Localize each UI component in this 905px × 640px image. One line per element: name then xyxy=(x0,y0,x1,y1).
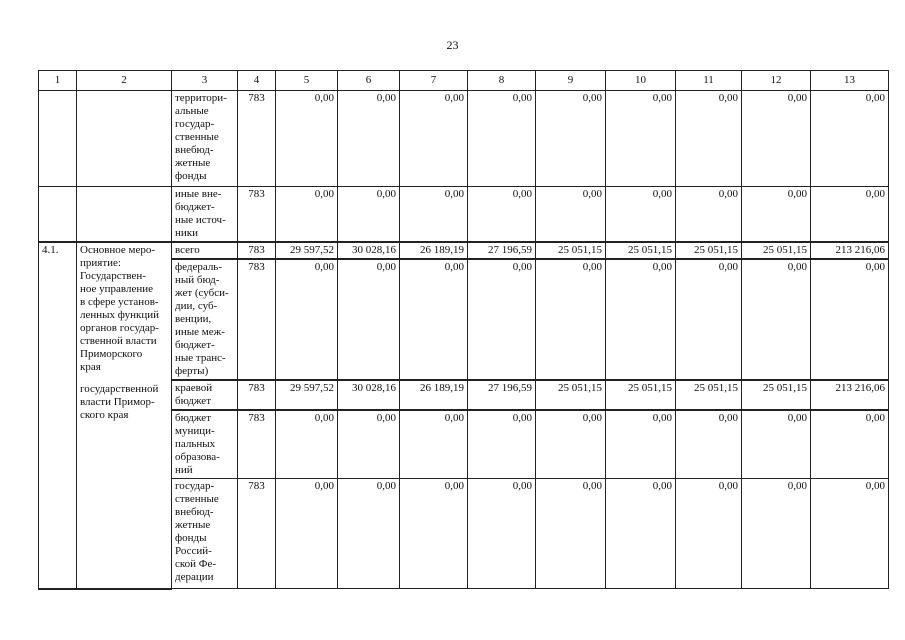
source-cell xyxy=(172,380,238,410)
value-cell: 0,00 xyxy=(536,479,606,589)
column-header: 9 xyxy=(536,71,606,91)
text-line: ского края xyxy=(80,409,129,421)
value-cell: 0,00 xyxy=(468,259,536,380)
value-cell: 0,00 xyxy=(811,259,889,380)
column-header: 1 xyxy=(39,71,77,91)
source-cell xyxy=(172,479,238,589)
code-cell: 783 xyxy=(238,91,276,187)
value-cell: 25 051,15 xyxy=(536,380,606,410)
text-line: всего xyxy=(175,244,200,256)
text-line: в сфере установ- xyxy=(80,296,159,308)
text-line: края xyxy=(80,361,101,373)
value-cell: 0,00 xyxy=(400,91,468,187)
column-header: 5 xyxy=(276,71,338,91)
value-cell: 0,00 xyxy=(742,410,811,479)
value-cell: 0,00 xyxy=(676,410,742,479)
value-cell: 25 051,15 xyxy=(742,242,811,259)
value-cell: 25 051,15 xyxy=(676,242,742,259)
value-cell: 29 597,52 xyxy=(276,380,338,410)
value-cell: 0,00 xyxy=(276,91,338,187)
text-line: Основное меро- xyxy=(80,244,156,256)
text-line: венции, xyxy=(175,313,212,325)
value-cell: 0,00 xyxy=(606,479,676,589)
column-number-row xyxy=(39,71,889,91)
value-cell: 0,00 xyxy=(606,410,676,479)
value-cell: 0,00 xyxy=(742,91,811,187)
column-header: 6 xyxy=(338,71,400,91)
text-line: ные источ- xyxy=(175,214,226,226)
text-line: образова- xyxy=(175,451,220,463)
value-cell: 0,00 xyxy=(742,479,811,589)
text-line: ные транс- xyxy=(175,352,226,364)
item-name-cell xyxy=(77,187,172,243)
value-cell: 0,00 xyxy=(606,259,676,380)
value-cell: 0,00 xyxy=(400,410,468,479)
text-line: пальных xyxy=(175,438,216,450)
text-line: Приморского xyxy=(80,348,143,360)
item-name-cell xyxy=(77,91,172,187)
text-line: Государствен- xyxy=(80,270,146,282)
text-line: Россий- xyxy=(175,545,212,557)
text-line: бюджет xyxy=(175,395,211,407)
value-cell: 25 051,15 xyxy=(742,380,811,410)
value-cell: 213 216,06 xyxy=(811,242,889,259)
value-cell: 25 051,15 xyxy=(676,380,742,410)
text-line: ники xyxy=(175,227,199,239)
text-line: территори- xyxy=(175,92,227,104)
text-line: иные меж- xyxy=(175,326,225,338)
column-header: 4 xyxy=(238,71,276,91)
code-cell: 783 xyxy=(238,410,276,479)
text-line: дерации xyxy=(175,571,214,583)
code-cell: 783 xyxy=(238,259,276,380)
source-cell xyxy=(172,259,238,380)
text-line: жет (субси- xyxy=(175,287,229,299)
column-header: 2 xyxy=(77,71,172,91)
column-header: 7 xyxy=(400,71,468,91)
value-cell: 0,00 xyxy=(536,259,606,380)
text-line: власти Примор- xyxy=(80,396,155,408)
item-number-cell xyxy=(39,187,77,243)
value-cell: 0,00 xyxy=(811,479,889,589)
value-cell: 30 028,16 xyxy=(338,242,400,259)
text-line: ное управление xyxy=(80,283,153,295)
text-line: бюджет xyxy=(175,412,211,424)
value-cell: 30 028,16 xyxy=(338,380,400,410)
value-cell: 26 189,19 xyxy=(400,380,468,410)
text-line: ственные xyxy=(175,493,219,505)
value-cell: 0,00 xyxy=(742,187,811,243)
value-cell: 0,00 xyxy=(536,91,606,187)
text-line: государ- xyxy=(175,480,215,492)
item-name-continuation xyxy=(80,383,168,422)
table-row xyxy=(39,187,889,243)
value-cell: 0,00 xyxy=(276,259,338,380)
text-line: жетные xyxy=(175,157,211,169)
code-cell: 783 xyxy=(238,242,276,259)
text-line: ленных функций xyxy=(80,309,160,321)
text-line: внебюд- xyxy=(175,144,214,156)
value-cell: 0,00 xyxy=(400,187,468,243)
page-number: 23 xyxy=(446,38,459,52)
value-cell: 0,00 xyxy=(676,259,742,380)
value-cell: 0,00 xyxy=(276,479,338,589)
column-header: 3 xyxy=(172,71,238,91)
column-header: 11 xyxy=(676,71,742,91)
value-cell: 26 189,19 xyxy=(400,242,468,259)
item-number-cell xyxy=(39,91,77,187)
value-cell: 25 051,15 xyxy=(536,242,606,259)
table-row xyxy=(39,242,889,259)
item-name-wrap xyxy=(80,244,168,383)
source-cell xyxy=(172,242,238,259)
text-line: ственные xyxy=(175,131,219,143)
text-line: органов государ- xyxy=(80,322,159,334)
text-line: краевой xyxy=(175,382,213,394)
source-cell xyxy=(172,187,238,243)
value-cell: 27 196,59 xyxy=(468,380,536,410)
code-cell: 783 xyxy=(238,380,276,410)
text-line: ферты) xyxy=(175,365,209,377)
value-cell: 0,00 xyxy=(338,259,400,380)
value-cell: 0,00 xyxy=(606,187,676,243)
value-cell: 25 051,15 xyxy=(606,242,676,259)
value-cell: 25 051,15 xyxy=(606,380,676,410)
value-cell: 0,00 xyxy=(400,479,468,589)
value-cell: 0,00 xyxy=(338,91,400,187)
value-cell: 0,00 xyxy=(742,259,811,380)
text-line: фонды xyxy=(175,532,207,544)
value-cell: 0,00 xyxy=(400,259,468,380)
item-name xyxy=(80,244,168,374)
value-cell: 0,00 xyxy=(676,187,742,243)
text-line: фонды xyxy=(175,170,207,182)
item-name-cell xyxy=(77,242,172,589)
value-cell: 0,00 xyxy=(676,479,742,589)
budget-table xyxy=(38,70,889,590)
item-number-cell: 4.1. xyxy=(39,242,77,589)
source-cell xyxy=(172,410,238,479)
text-line: ственной власти xyxy=(80,335,157,347)
text-line: внебюд- xyxy=(175,506,214,518)
column-header: 8 xyxy=(468,71,536,91)
text-line: ный бюд- xyxy=(175,274,220,286)
text-line: приятие: xyxy=(80,257,121,269)
value-cell: 0,00 xyxy=(338,479,400,589)
value-cell: 0,00 xyxy=(468,479,536,589)
text-line: альные xyxy=(175,105,209,117)
value-cell: 0,00 xyxy=(811,187,889,243)
value-cell: 0,00 xyxy=(536,187,606,243)
text-line: бюджет- xyxy=(175,201,215,213)
value-cell: 0,00 xyxy=(676,91,742,187)
text-line: муници- xyxy=(175,425,215,437)
value-cell: 0,00 xyxy=(276,187,338,243)
column-header: 13 xyxy=(811,71,889,91)
text-line: дии, суб- xyxy=(175,300,218,312)
text-line: ний xyxy=(175,464,193,476)
value-cell: 0,00 xyxy=(338,410,400,479)
value-cell: 213 216,06 xyxy=(811,380,889,410)
value-cell: 0,00 xyxy=(468,91,536,187)
value-cell: 0,00 xyxy=(811,410,889,479)
value-cell: 0,00 xyxy=(468,187,536,243)
value-cell: 0,00 xyxy=(338,187,400,243)
value-cell: 0,00 xyxy=(276,410,338,479)
text-line: иные вне- xyxy=(175,188,222,200)
text-line: государственной xyxy=(80,383,159,395)
text-line: ской Фе- xyxy=(175,558,217,570)
text-line: федераль- xyxy=(175,261,222,273)
value-cell: 27 196,59 xyxy=(468,242,536,259)
text-line: бюджет- xyxy=(175,339,215,351)
code-cell: 783 xyxy=(238,479,276,589)
value-cell: 0,00 xyxy=(606,91,676,187)
column-header: 10 xyxy=(606,71,676,91)
code-cell: 783 xyxy=(238,187,276,243)
value-cell: 0,00 xyxy=(811,91,889,187)
value-cell: 0,00 xyxy=(536,410,606,479)
text-line: государ- xyxy=(175,118,215,130)
text-line: жетные xyxy=(175,519,211,531)
column-header: 12 xyxy=(742,71,811,91)
value-cell: 0,00 xyxy=(468,410,536,479)
source-cell xyxy=(172,91,238,187)
table-row xyxy=(39,91,889,187)
value-cell: 29 597,52 xyxy=(276,242,338,259)
